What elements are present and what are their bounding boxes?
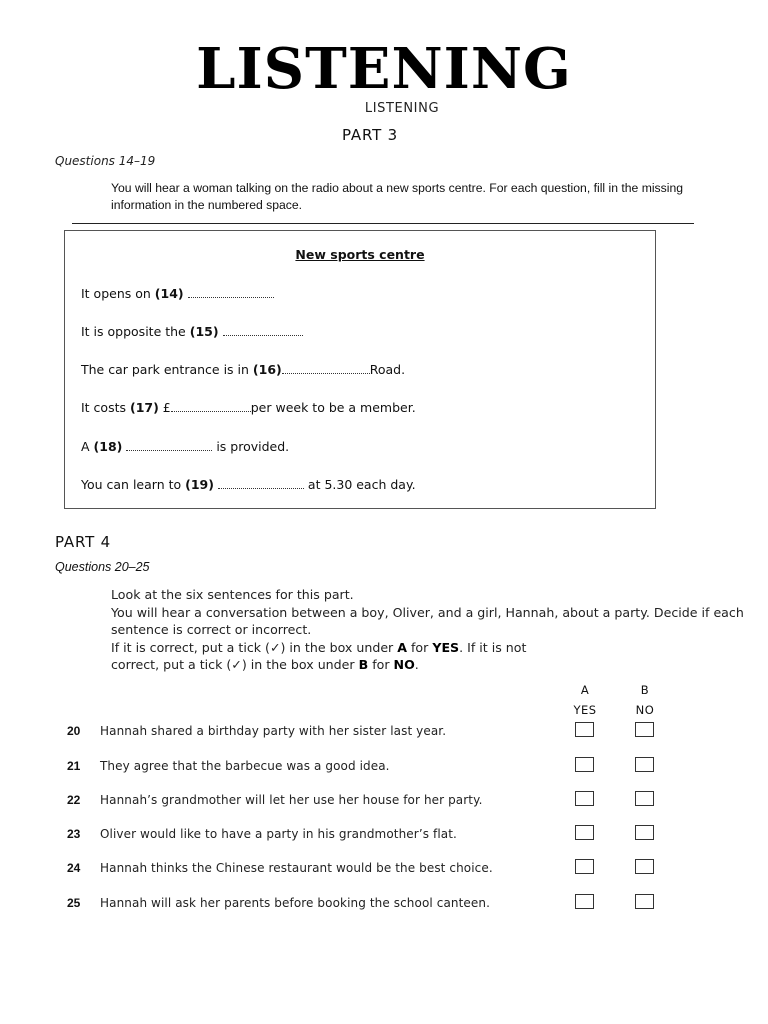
note-text: per week to be a member. xyxy=(250,400,416,415)
column-b-label: NO xyxy=(635,703,655,717)
divider-line xyxy=(72,223,694,224)
question-row-23 xyxy=(0,823,768,847)
instruction-bold: B xyxy=(358,657,369,673)
instruction-text: . If it is not xyxy=(459,639,527,655)
note-line-19 xyxy=(81,477,416,492)
question-text: Hannah thinks the Chinese restaurant would be the best choice. xyxy=(100,861,493,875)
instruction-line: Look at the six sentences for this part. xyxy=(111,587,354,602)
instruction-text: for xyxy=(368,657,394,673)
yes-checkbox[interactable] xyxy=(575,757,594,772)
note-text: The car park entrance is in xyxy=(81,362,253,377)
yes-checkbox[interactable] xyxy=(575,825,594,840)
column-a-letter: A xyxy=(580,683,590,697)
question-row-22 xyxy=(0,789,768,813)
column-a-label: YES xyxy=(573,703,597,717)
answer-blank[interactable] xyxy=(126,439,212,451)
part4-questions-range: Questions 20–25 xyxy=(55,560,150,574)
question-number: 21 xyxy=(67,759,81,773)
question-number: (14) xyxy=(154,286,184,301)
note-text: Road. xyxy=(369,362,406,377)
subtitle: LISTENING xyxy=(364,101,440,116)
note-text: It opens on xyxy=(81,286,155,301)
note-line-18 xyxy=(81,439,289,454)
note-line-17 xyxy=(81,400,416,415)
no-checkbox[interactable] xyxy=(635,757,654,772)
note-text: It costs xyxy=(81,400,130,415)
note-text: You can learn to xyxy=(81,477,186,492)
instruction-line xyxy=(111,639,751,657)
question-text: Hannah’s grandmother will let her use her house for her party. xyxy=(100,793,483,807)
answer-blank[interactable] xyxy=(223,324,303,336)
note-text: at 5.30 each day. xyxy=(307,477,416,492)
instruction-bold: NO xyxy=(393,657,415,673)
part3-questions-range: Questions 14–19 xyxy=(55,154,156,168)
yes-checkbox[interactable] xyxy=(575,894,594,909)
instruction-text: for xyxy=(407,639,433,655)
question-number: 24 xyxy=(67,861,81,875)
note-text: A xyxy=(81,439,94,454)
instruction-text: If it is correct, put a tick (✓) in the box under xyxy=(111,639,398,655)
instruction-text: correct, put a tick (✓) in the box under xyxy=(111,657,359,673)
no-checkbox[interactable] xyxy=(635,722,654,737)
question-number: (15) xyxy=(189,324,219,339)
question-row-21 xyxy=(0,755,768,779)
question-number: 20 xyxy=(67,724,81,738)
question-row-25 xyxy=(0,892,768,916)
question-row-24 xyxy=(0,857,768,881)
page-title: LISTENING xyxy=(196,36,572,102)
instruction-line xyxy=(111,656,751,674)
question-number: 23 xyxy=(67,827,81,841)
no-checkbox[interactable] xyxy=(635,825,654,840)
instruction-bold: YES xyxy=(432,639,460,655)
yes-checkbox[interactable] xyxy=(575,859,594,874)
question-number: (16) xyxy=(252,362,282,377)
answer-blank[interactable] xyxy=(188,286,274,298)
note-line-16 xyxy=(81,362,405,377)
yes-checkbox[interactable] xyxy=(575,791,594,806)
no-checkbox[interactable] xyxy=(635,791,654,806)
note-line-14 xyxy=(81,286,274,301)
question-number: 22 xyxy=(67,793,81,807)
question-number: (19) xyxy=(185,477,214,492)
part3-heading: PART 3 xyxy=(342,126,398,144)
question-text: Hannah will ask her parents before booking the school canteen. xyxy=(100,896,490,910)
notes-title: New sports centre xyxy=(295,247,425,262)
question-text: Oliver would like to have a party in his grandmother’s flat. xyxy=(100,827,457,841)
pound-sign: £ xyxy=(158,400,171,415)
question-number: (17) xyxy=(129,400,159,415)
question-number: (18) xyxy=(93,439,123,454)
part3-instructions: You will hear a woman talking on the radio about a new sports centre. For each question, fill in the missing information in the numbered space. xyxy=(111,181,684,212)
answer-blank[interactable] xyxy=(171,400,251,412)
notes-box xyxy=(64,230,656,509)
answer-blank[interactable] xyxy=(218,477,304,489)
question-number: 25 xyxy=(67,896,81,910)
part4-instructions xyxy=(111,586,751,674)
instruction-bold: A xyxy=(397,639,407,655)
instruction-text: . xyxy=(414,657,419,673)
note-text: It is opposite the xyxy=(81,324,190,339)
note-line-15 xyxy=(81,324,303,339)
question-row-20 xyxy=(0,720,768,744)
note-text: is provided. xyxy=(216,439,290,454)
question-text: Hannah shared a birthday party with her sister last year. xyxy=(100,724,447,738)
column-b-letter: B xyxy=(640,683,650,697)
no-checkbox[interactable] xyxy=(635,859,654,874)
part4-heading: PART 4 xyxy=(55,533,111,551)
instruction-line: You will hear a conversation between a boy, Oliver, and a girl, Hannah, about a party. Decide if each sentence is correct or incorrect. xyxy=(111,604,744,638)
question-text: They agree that the barbecue was a good idea. xyxy=(100,759,390,773)
no-checkbox[interactable] xyxy=(635,894,654,909)
answer-blank[interactable] xyxy=(282,362,370,374)
yes-checkbox[interactable] xyxy=(575,722,594,737)
